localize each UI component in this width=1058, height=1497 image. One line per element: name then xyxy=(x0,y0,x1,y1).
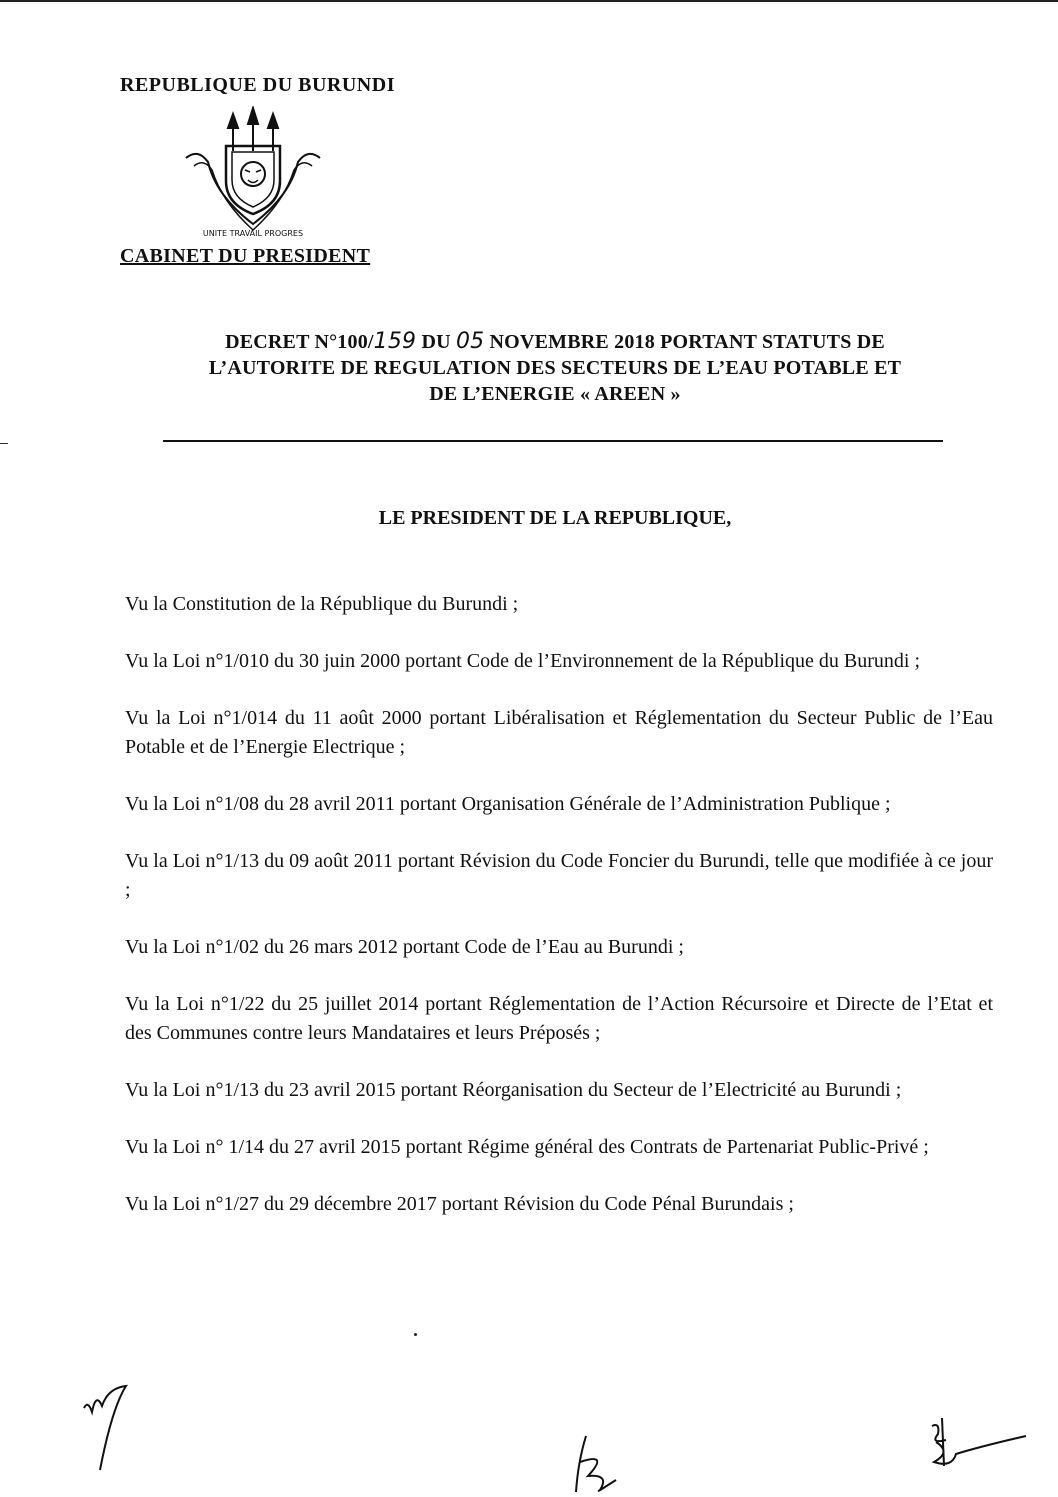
visa-paragraph: Vu la Loi n°1/13 du 23 avril 2015 portant Réorganisation du Secteur de l’Electricité au Burundi ; xyxy=(125,1079,902,1101)
visa-paragraph: Vu la Loi n°1/010 du 30 juin 2000 portant Code de l’Environnement de la République du Burundi ; xyxy=(125,650,921,672)
visa-paragraph: Vu la Loi n°1/014 du 11 août 2000 portant Libéralisation et Réglementation du Secteur Public de l’Eau Potable et de l’Energie Electrique ; xyxy=(125,707,993,758)
decree-title-line-3: DE L’ENERGIE « AREEN » xyxy=(429,383,681,405)
visa-paragraph: Vu la Loi n°1/08 du 28 avril 2011 portant Organisation Générale de l’Administration Publique ; xyxy=(125,793,891,815)
emblem-motto: UNITE TRAVAIL PROGRES xyxy=(202,229,304,238)
decree-number-handwritten: 159 xyxy=(373,329,417,354)
initials-left-signature xyxy=(78,1378,138,1478)
visa-paragraph: Vu la Loi n°1/13 du 09 août 2011 portant Révision du Code Foncier du Burundi, telle que modifiée à ce jour ; xyxy=(125,850,993,901)
visa-list xyxy=(125,590,993,1247)
decree-title xyxy=(110,329,1000,407)
visa-paragraph: Vu la Loi n°1/22 du 25 juillet 2014 portant Réglementation de l’Action Récursoire et Directe de l’Etat et des Communes contre leurs Mandataires et leurs Préposés ; xyxy=(125,993,993,1044)
decree-day-handwritten: 05 xyxy=(455,329,485,354)
coat-of-arms-emblem xyxy=(178,106,328,238)
initials-center-signature xyxy=(570,1432,630,1497)
scan-mark xyxy=(0,443,8,444)
scan-speck xyxy=(414,1333,417,1336)
decree-title-line-1: DECRET N°100/159 DU 05 NOVEMBRE 2018 PORTANT STATUTS DE xyxy=(225,329,885,354)
initials-right-signature xyxy=(922,1412,1034,1472)
country-heading: REPUBLIQUE DU BURUNDI xyxy=(120,74,395,96)
visa-paragraph: Vu la Loi n°1/27 du 29 décembre 2017 portant Révision du Code Pénal Burundais ; xyxy=(125,1193,794,1215)
cabinet-heading: CABINET DU PRESIDENT xyxy=(120,245,371,267)
visa-paragraph: Vu la Loi n°1/02 du 26 mars 2012 portant Code de l’Eau au Burundi ; xyxy=(125,936,684,958)
visa-paragraph: Vu la Constitution de la République du Burundi ; xyxy=(125,593,519,615)
title-divider xyxy=(163,440,943,442)
decree-title-line-2: L’AUTORITE DE REGULATION DES SECTEURS DE L’EAU POTABLE ET xyxy=(208,357,902,379)
scan-border xyxy=(0,0,1058,2)
visa-paragraph: Vu la Loi n° 1/14 du 27 avril 2015 portant Régime général des Contrats de Partenariat Public-Privé ; xyxy=(125,1136,929,1158)
president-heading: LE PRESIDENT DE LA REPUBLIQUE, xyxy=(378,507,732,529)
